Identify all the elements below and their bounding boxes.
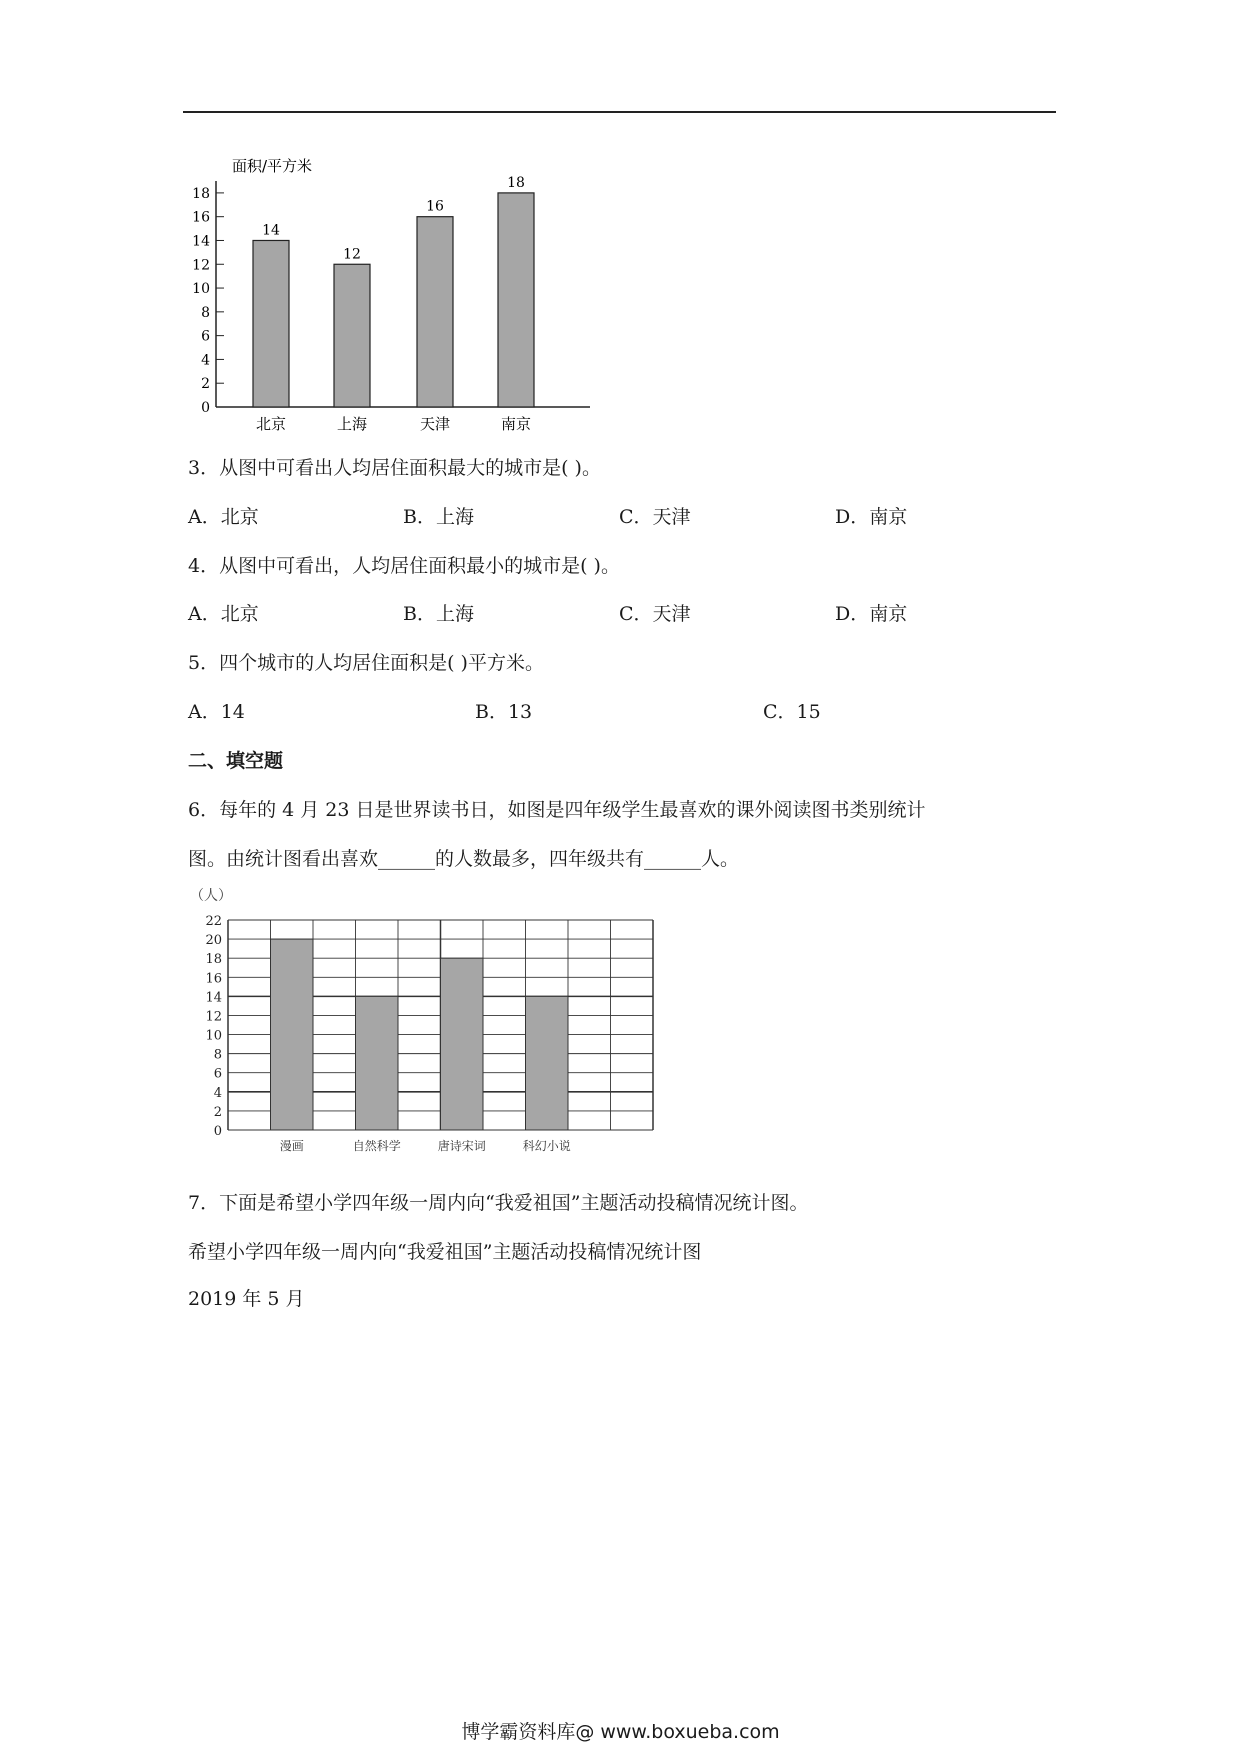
chart1-data-label: 18 xyxy=(507,174,525,191)
q4-option-d[interactable]: D．南京 xyxy=(835,603,908,625)
chart2-y-tick-label: 12 xyxy=(205,1009,222,1025)
chart1-category-label: 北京 xyxy=(255,415,287,433)
question-6-line-2: 图。由统计图看出喜欢______的人数最多，四年级共有______人。 xyxy=(188,848,740,870)
chart2-category-label: 自然科学 xyxy=(352,1139,401,1153)
chart2-y-tick-label: 18 xyxy=(205,952,222,968)
chart1-category-label: 上海 xyxy=(336,415,368,433)
question-5: 5．四个城市的人均居住面积是( )平方米。 xyxy=(188,652,544,674)
q3-option-b[interactable]: B．上海 xyxy=(403,506,474,528)
chart1-y-tick-label: 8 xyxy=(201,304,210,321)
chart1-data-label: 12 xyxy=(343,246,361,263)
q5-option-a[interactable]: A．14 xyxy=(188,701,245,723)
question-7-line-1: 7．下面是希望小学四年级一周内向“我爱祖国”主题活动投稿情况统计图。 xyxy=(188,1192,809,1214)
question-4: 4．从图中可看出，人均居住面积最小的城市是( )。 xyxy=(188,555,620,577)
chart2-y-tick-label: 4 xyxy=(213,1085,222,1101)
chart2-y-tick-label: 8 xyxy=(213,1047,222,1063)
chart2-category-label: 漫画 xyxy=(279,1139,304,1153)
q3-option-c[interactable]: C．天津 xyxy=(619,506,691,528)
q5-option-c[interactable]: C．15 xyxy=(763,701,821,723)
chart1-y-tick-label: 6 xyxy=(201,328,210,345)
chart1-bar xyxy=(417,217,453,407)
chart1-category-label: 南京 xyxy=(500,415,532,433)
chart2-y-tick-label: 6 xyxy=(213,1066,222,1082)
question-5-options xyxy=(188,697,1088,725)
q3-option-a[interactable]: A．北京 xyxy=(188,506,259,528)
book-category-bar-chart xyxy=(190,886,660,1161)
chart2-ylabel: （人） xyxy=(190,888,232,904)
chart2-y-tick-label: 14 xyxy=(205,990,222,1006)
chart2-bar xyxy=(271,939,314,1130)
chart2-bar xyxy=(441,958,484,1130)
chart2-y-tick-label: 22 xyxy=(205,914,222,929)
chart1-category-label: 天津 xyxy=(419,415,451,433)
q4-option-c[interactable]: C．天津 xyxy=(619,603,691,625)
question-7-chart-title: 希望小学四年级一周内向“我爱祖国”主题活动投稿情况统计图 xyxy=(188,1241,702,1263)
q4-option-a[interactable]: A．北京 xyxy=(188,603,259,625)
chart1-data-label: 16 xyxy=(426,198,444,215)
chart2-category-label: 唐诗宋词 xyxy=(437,1139,486,1153)
living-area-bar-chart xyxy=(190,155,600,440)
q3-option-d[interactable]: D．南京 xyxy=(835,506,908,528)
chart2-y-tick-label: 0 xyxy=(213,1124,222,1139)
chart1-y-tick-label: 16 xyxy=(192,209,210,226)
section-heading-fill-in: 二、填空题 xyxy=(188,750,284,772)
chart2-y-tick-label: 20 xyxy=(205,933,222,949)
chart2-bar xyxy=(356,996,399,1130)
chart1-y-tick-label: 0 xyxy=(201,400,210,416)
chart1-y-tick-label: 10 xyxy=(192,281,210,298)
chart2-y-tick-label: 2 xyxy=(213,1104,222,1120)
question-3: 3．从图中可看出人均居住面积最大的城市是( )。 xyxy=(188,457,601,479)
chart2-y-tick-label: 10 xyxy=(205,1028,222,1044)
question-7-date: 2019 年 5 月 xyxy=(188,1288,305,1310)
chart1-bar xyxy=(334,264,370,407)
chart2-y-tick-label: 16 xyxy=(205,971,222,987)
question-6-line-1: 6．每年的 4 月 23 日是世界读书日，如图是四年级学生最喜欢的课外阅读图书类别统计 xyxy=(188,799,926,821)
question-4-options xyxy=(188,599,1088,627)
chart1-y-tick-label: 14 xyxy=(192,233,210,250)
chart1-bar xyxy=(253,240,289,407)
header-rule xyxy=(183,111,1056,113)
chart1-ylabel: 面积/平方米 xyxy=(232,157,313,175)
question-3-options xyxy=(188,502,1088,530)
chart1-y-tick-label: 2 xyxy=(201,376,210,393)
chart1-y-tick-label: 18 xyxy=(192,185,210,202)
footer-watermark: 博学霸资料库@ www.boxueba.com xyxy=(461,1721,780,1743)
chart1-y-tick-label: 4 xyxy=(201,352,210,369)
q5-option-b[interactable]: B．13 xyxy=(475,701,533,723)
chart1-data-label: 14 xyxy=(262,222,280,239)
q4-option-b[interactable]: B．上海 xyxy=(403,603,474,625)
chart2-category-label: 科幻小说 xyxy=(522,1139,571,1153)
chart2-bar xyxy=(526,996,569,1130)
chart1-y-tick-label: 12 xyxy=(192,257,210,274)
chart1-bar xyxy=(498,193,534,407)
